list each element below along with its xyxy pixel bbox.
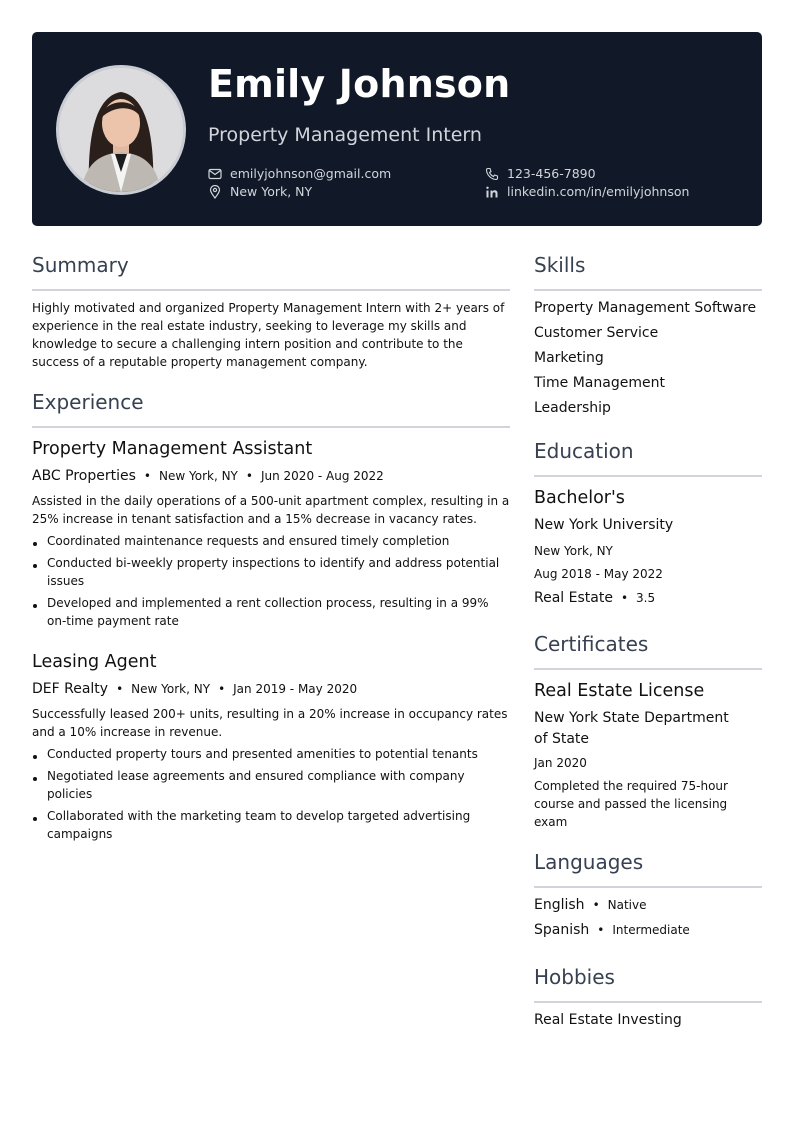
list-item: Coordinated maintenance requests and ensured timely completion <box>32 532 510 550</box>
skill-item: Marketing <box>534 350 604 366</box>
job-1-location: New York, NY <box>159 469 238 483</box>
job-1-bullets <box>32 532 510 634</box>
list-item: Developed and implemented a rent collection process, resulting in a 99% on-time payment rate <box>32 594 510 630</box>
job-1-dates: Jun 2020 - Aug 2022 <box>260 469 384 483</box>
certificates-heading: Certificates <box>534 632 649 656</box>
job-2-location: New York, NY <box>131 682 211 696</box>
email-text: emilyjohnson@gmail.com <box>230 166 392 181</box>
hobbies-heading: Hobbies <box>534 965 615 989</box>
skill-item: Property Management Software <box>534 300 757 316</box>
location-text: New York, NY <box>230 184 313 199</box>
linkedin-icon <box>485 185 499 199</box>
phone-icon <box>485 167 499 181</box>
skill-item: Customer Service <box>534 325 659 341</box>
phone-text: 123-456-7890 <box>507 166 596 181</box>
language-item: Spanish • Intermediate <box>534 922 690 938</box>
summary-heading: Summary <box>32 253 129 277</box>
list-item: Negotiated lease agreements and ensured compliance with company policies <box>32 767 510 803</box>
contact-location <box>208 184 312 199</box>
certificate-description: Completed the required 75-hour course and passed the licensing exam <box>534 779 728 829</box>
job-2-title: Leasing Agent <box>32 652 157 672</box>
certificates-divider <box>534 668 762 670</box>
job-2-bullets <box>32 745 510 847</box>
job-1-meta: ABC Properties • New York, NY • Jun 2020 - Aug 2022 <box>32 468 384 484</box>
education-dates: Aug 2018 - May 2022 <box>534 567 663 581</box>
job-1-description: Assisted in the daily operations of a 500-unit apartment complex, resulting in a 25% increase in tenant satisfaction and a 15% decrease in vacancy rates. <box>32 494 510 526</box>
education-heading: Education <box>534 439 634 463</box>
location-pin-icon <box>208 185 222 199</box>
language-level: Intermediate <box>612 923 690 937</box>
certificate-issuer-line1: New York State Department <box>534 710 729 726</box>
resume-header <box>32 32 762 226</box>
hobby-item: Real Estate Investing <box>534 1012 682 1028</box>
experience-heading: Experience <box>32 390 144 414</box>
candidate-name: Emily Johnson <box>208 62 511 106</box>
language-level: Native <box>607 898 647 912</box>
skill-item: Leadership <box>534 400 611 416</box>
education-field-gpa: Real Estate • 3.5 <box>534 590 656 606</box>
certificate-name: Real Estate License <box>534 681 705 701</box>
job-2-dates: Jan 2019 - May 2020 <box>233 682 358 696</box>
mail-icon <box>208 167 222 181</box>
certificate-date: Jan 2020 <box>534 756 587 770</box>
list-item: Conducted property tours and presented amenities to potential tenants <box>32 745 510 763</box>
skill-item: Time Management <box>534 375 665 391</box>
skills-heading: Skills <box>534 253 586 277</box>
hobbies-divider <box>534 1001 762 1003</box>
job-title-headline: Property Management Intern <box>208 124 482 146</box>
languages-divider <box>534 886 762 888</box>
language-name: Spanish <box>534 922 590 938</box>
job-2-company: DEF Realty <box>32 681 109 697</box>
education-gpa: 3.5 <box>636 591 656 605</box>
education-divider <box>534 475 762 477</box>
language-name: English <box>534 897 585 913</box>
education-location: New York, NY <box>534 544 613 558</box>
linkedin-text: linkedin.com/in/emilyjohnson <box>507 184 690 199</box>
education-field: Real Estate <box>534 590 613 606</box>
job-2-description: Successfully leased 200+ units, resulting in a 20% increase in occupancy rates and a 10% increase in revenue. <box>32 707 508 739</box>
skills-divider <box>534 289 762 291</box>
list-item: Conducted bi-weekly property inspections to identify and address potential issues <box>32 554 510 590</box>
education-school: New York University <box>534 517 674 533</box>
languages-heading: Languages <box>534 850 644 874</box>
job-2-meta: DEF Realty • New York, NY • Jan 2019 - May 2020 <box>32 681 358 697</box>
profile-photo <box>56 65 186 195</box>
summary-divider <box>32 289 510 291</box>
education-degree: Bachelor's <box>534 488 625 508</box>
contact-phone[interactable] <box>485 166 596 181</box>
list-item: Collaborated with the marketing team to develop targeted advertising campaigns <box>32 807 510 843</box>
job-1-company: ABC Properties <box>32 468 136 484</box>
certificate-issuer-line2: of State <box>534 731 590 747</box>
contact-linkedin[interactable] <box>485 184 689 199</box>
job-1-title: Property Management Assistant <box>32 439 313 459</box>
contact-email[interactable] <box>208 166 391 181</box>
summary-text: Highly motivated and organized Property Management Intern with 2+ years of experience in the real estate industry, seeking to leverage my skills and knowledge to secure a challenging intern position and contribute to the success of a reputable property management company. <box>32 301 505 369</box>
experience-divider <box>32 426 510 428</box>
language-item: English • Native <box>534 897 647 913</box>
